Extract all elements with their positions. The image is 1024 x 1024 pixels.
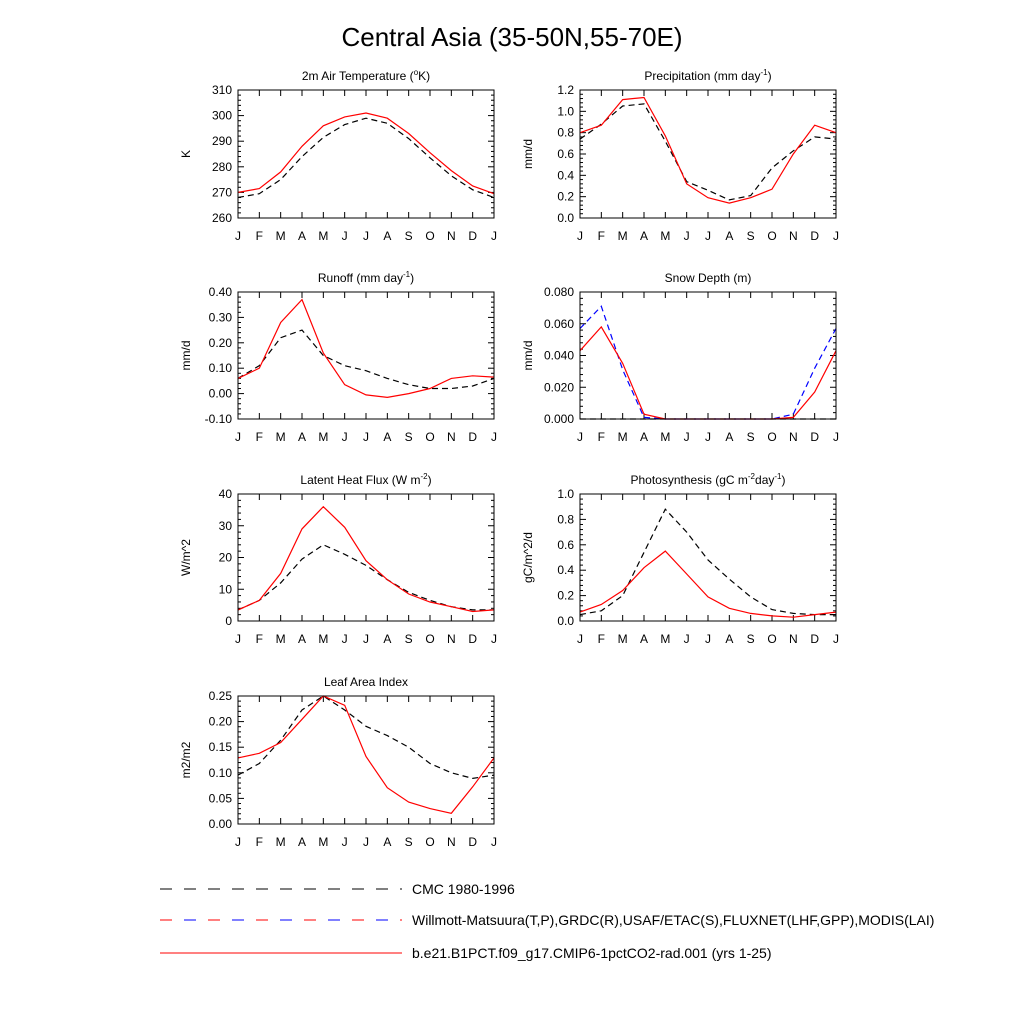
y-tick-label: 0.20 bbox=[208, 335, 232, 350]
y-tick-label: 40 bbox=[218, 487, 232, 501]
chart-title-sup: -1 bbox=[760, 68, 768, 77]
y-tick-label: 0.060 bbox=[543, 316, 574, 331]
series-line-obs-dash bbox=[580, 509, 836, 614]
x-tick-label: A bbox=[383, 632, 392, 646]
x-tick-label: J bbox=[833, 430, 839, 444]
x-tick-label: J bbox=[705, 430, 711, 444]
x-tick-label: J bbox=[341, 430, 348, 444]
x-tick-label: J bbox=[363, 229, 369, 243]
y-tick-label: 0.10 bbox=[208, 361, 232, 376]
x-tick-label: A bbox=[639, 632, 649, 646]
legend-entry-3 bbox=[160, 945, 772, 961]
chart-panel-4 bbox=[521, 271, 839, 444]
x-tick-label: N bbox=[446, 835, 456, 849]
x-tick-label: J bbox=[577, 430, 583, 444]
x-tick-label: M bbox=[318, 229, 329, 243]
chart-title bbox=[324, 675, 408, 689]
x-tick-label: A bbox=[297, 229, 307, 243]
x-tick-label: A bbox=[297, 430, 307, 444]
chart-title-text: Runoff (mm day bbox=[317, 271, 404, 285]
chart-title-after: K) bbox=[418, 69, 431, 83]
x-tick-label: F bbox=[597, 430, 606, 444]
x-tick-label: S bbox=[404, 229, 413, 243]
chart-panel-6 bbox=[521, 472, 839, 646]
x-tick-label: J bbox=[491, 632, 497, 646]
chart-title-sup: -2 bbox=[747, 472, 756, 481]
x-tick-label: N bbox=[446, 632, 456, 646]
chart-title-sup: -1 bbox=[403, 270, 411, 279]
x-tick-label: N bbox=[446, 430, 456, 444]
x-tick-label: J bbox=[235, 229, 241, 243]
y-tick-label: -0.10 bbox=[204, 412, 232, 426]
x-tick-label: N bbox=[788, 632, 798, 646]
series-line-model bbox=[238, 696, 494, 813]
y-tick-label: 1.0 bbox=[557, 487, 574, 501]
x-tick-label: J bbox=[363, 430, 369, 444]
chart-title bbox=[302, 68, 430, 83]
series-line-model bbox=[580, 551, 836, 617]
y-tick-label: 0.20 bbox=[208, 714, 232, 729]
y-axis-label: W/m^2 bbox=[179, 539, 193, 576]
x-tick-label: D bbox=[468, 229, 478, 243]
y-axis-label: mm/d bbox=[521, 139, 535, 169]
x-tick-label: J bbox=[235, 835, 241, 849]
legend-entry-1 bbox=[160, 881, 515, 897]
x-tick-label: M bbox=[275, 229, 286, 243]
x-tick-label: M bbox=[660, 632, 671, 646]
y-tick-label: 0.4 bbox=[557, 168, 574, 183]
x-tick-label: J bbox=[683, 229, 690, 243]
panels bbox=[179, 68, 839, 849]
y-tick-label: 0.020 bbox=[543, 380, 574, 395]
y-tick-label: 280 bbox=[211, 159, 232, 174]
chart-panel-5 bbox=[179, 472, 497, 646]
y-tick-label: 0.080 bbox=[543, 285, 574, 299]
x-tick-label: M bbox=[275, 835, 286, 849]
x-tick-label: F bbox=[597, 229, 606, 243]
x-tick-label: M bbox=[617, 229, 628, 243]
x-tick-label: N bbox=[446, 229, 456, 243]
x-tick-label: D bbox=[468, 632, 478, 646]
chart-title-sup: -2 bbox=[420, 472, 428, 481]
x-tick-label: S bbox=[746, 632, 755, 646]
x-tick-label: J bbox=[705, 229, 711, 243]
x-tick-label: M bbox=[660, 430, 671, 444]
y-tick-label: 30 bbox=[218, 518, 232, 533]
y-tick-label: 290 bbox=[211, 134, 232, 149]
x-tick-label: J bbox=[833, 229, 839, 243]
y-tick-label: 0.2 bbox=[557, 588, 574, 603]
series-line-obs-dash bbox=[238, 330, 494, 388]
x-tick-label: O bbox=[767, 430, 777, 444]
plot-frame bbox=[580, 494, 836, 621]
x-tick-label: J bbox=[491, 430, 497, 444]
x-tick-label: J bbox=[833, 632, 839, 646]
series-line-obs-dash bbox=[580, 104, 836, 200]
chart-title-text: Precipitation (mm day bbox=[644, 69, 761, 83]
x-tick-label: O bbox=[425, 430, 435, 444]
x-tick-label: M bbox=[275, 632, 286, 646]
y-tick-label: 0.0 bbox=[557, 614, 574, 628]
chart-title-text: 2m Air Temperature ( bbox=[301, 69, 414, 83]
y-tick-label: 260 bbox=[211, 211, 232, 225]
x-tick-label: J bbox=[341, 632, 348, 646]
x-tick-label: A bbox=[383, 430, 392, 444]
x-tick-label: F bbox=[255, 632, 264, 646]
plot-frame bbox=[238, 90, 494, 218]
y-axis-label: gC/m^2/d bbox=[521, 532, 535, 583]
x-tick-label: S bbox=[404, 430, 413, 444]
x-tick-label: D bbox=[810, 430, 820, 444]
x-tick-label: A bbox=[383, 229, 392, 243]
chart-title bbox=[318, 270, 414, 285]
series-line-obs-alt-dash bbox=[580, 306, 836, 419]
chart-panel-1 bbox=[179, 68, 497, 243]
legend-label: Willmott-Matsuura(T,P),GRDC(R),USAF/ETAC(S),FLUXNET(LHF,GPP),MODIS(LAI) bbox=[412, 912, 935, 928]
y-tick-label: 0.10 bbox=[208, 765, 232, 780]
series-line-obs-dash bbox=[238, 118, 494, 197]
x-tick-label: A bbox=[725, 430, 734, 444]
chart-title-text: Photosynthesis (gC m bbox=[630, 473, 748, 487]
x-tick-label: A bbox=[297, 835, 307, 849]
x-tick-label: S bbox=[404, 632, 413, 646]
y-axis-label: mm/d bbox=[179, 340, 193, 371]
page-title: Central Asia (35-50N,55-70E) bbox=[341, 22, 683, 52]
legend-entry-2 bbox=[160, 912, 934, 928]
chart-title bbox=[644, 68, 771, 83]
y-axis-label: mm/d bbox=[521, 340, 535, 371]
chart-title-mid: day bbox=[755, 473, 775, 487]
y-tick-label: 0.15 bbox=[208, 740, 232, 755]
x-tick-label: F bbox=[255, 835, 264, 849]
y-tick-label: 0.05 bbox=[208, 791, 232, 806]
x-tick-label: O bbox=[767, 632, 777, 646]
y-tick-label: 0.2 bbox=[557, 189, 574, 204]
x-tick-label: D bbox=[810, 632, 820, 646]
chart-title-after: ) bbox=[410, 271, 415, 285]
x-tick-label: J bbox=[235, 632, 241, 646]
x-tick-label: N bbox=[788, 430, 798, 444]
x-tick-label: D bbox=[468, 430, 478, 444]
x-tick-label: D bbox=[810, 229, 820, 243]
chart-panel-2 bbox=[521, 68, 839, 243]
x-tick-label: J bbox=[577, 229, 583, 243]
y-tick-label: 20 bbox=[218, 550, 232, 565]
x-tick-label: M bbox=[318, 632, 329, 646]
x-tick-label: J bbox=[363, 835, 369, 849]
y-tick-label: 300 bbox=[211, 108, 232, 123]
plot-frame bbox=[238, 696, 494, 824]
y-tick-label: 0 bbox=[225, 614, 232, 628]
series-line-model bbox=[580, 98, 836, 204]
y-axis-label: m2/m2 bbox=[179, 741, 193, 779]
x-tick-label: J bbox=[363, 632, 369, 646]
plot-frame bbox=[238, 494, 494, 621]
y-tick-label: 0.40 bbox=[208, 285, 232, 299]
y-axis-label: K bbox=[179, 149, 193, 159]
x-tick-label: J bbox=[705, 632, 711, 646]
legend-label: CMC 1980-1996 bbox=[412, 881, 515, 897]
x-tick-label: D bbox=[468, 835, 478, 849]
plot-frame bbox=[580, 90, 836, 218]
plot-frame bbox=[238, 292, 494, 419]
x-tick-label: A bbox=[297, 632, 307, 646]
x-tick-label: O bbox=[425, 229, 435, 243]
y-tick-label: 0.040 bbox=[543, 348, 574, 363]
x-tick-label: F bbox=[255, 229, 264, 243]
y-tick-label: 0.30 bbox=[208, 310, 232, 325]
y-tick-label: 0.8 bbox=[557, 512, 574, 527]
series-line-model bbox=[238, 113, 494, 194]
series-line-obs-dash bbox=[238, 696, 494, 778]
y-tick-label: 0.4 bbox=[557, 563, 574, 578]
y-tick-label: 0.0 bbox=[557, 211, 574, 225]
x-tick-label: F bbox=[255, 430, 264, 444]
x-tick-label: N bbox=[788, 229, 798, 243]
y-tick-label: 0.6 bbox=[557, 537, 574, 552]
x-tick-label: S bbox=[404, 835, 413, 849]
chart-title-after: ) bbox=[781, 473, 786, 487]
chart-title bbox=[631, 472, 786, 487]
y-tick-label: 0.00 bbox=[208, 386, 232, 401]
x-tick-label: J bbox=[491, 835, 497, 849]
series-line-obs-dash bbox=[238, 545, 494, 610]
y-tick-label: 0.00 bbox=[208, 817, 232, 831]
x-tick-label: M bbox=[275, 430, 286, 444]
chart-title-text: Leaf Area Index bbox=[323, 675, 409, 689]
y-tick-label: 310 bbox=[211, 83, 232, 97]
x-tick-label: J bbox=[683, 632, 690, 646]
x-tick-label: J bbox=[491, 229, 497, 243]
x-tick-label: J bbox=[341, 229, 348, 243]
y-tick-label: 1.2 bbox=[557, 83, 574, 97]
legend bbox=[160, 881, 934, 961]
y-tick-label: 10 bbox=[218, 582, 232, 597]
chart-title bbox=[665, 271, 752, 285]
series-line-model bbox=[580, 327, 836, 419]
y-tick-label: 0.6 bbox=[557, 147, 574, 161]
chart-panel-7 bbox=[179, 675, 497, 849]
y-tick-label: 0.000 bbox=[543, 412, 574, 426]
x-tick-label: A bbox=[725, 229, 734, 243]
x-tick-label: J bbox=[235, 430, 241, 444]
chart-title-after: ) bbox=[427, 473, 432, 487]
y-tick-label: 1.0 bbox=[557, 104, 574, 119]
chart-title bbox=[300, 472, 431, 487]
y-tick-label: 0.25 bbox=[208, 689, 232, 703]
y-tick-label: 270 bbox=[211, 185, 232, 200]
series-line-model bbox=[238, 300, 494, 398]
chart-title-after: ) bbox=[767, 69, 772, 83]
x-tick-label: M bbox=[318, 430, 329, 444]
x-tick-label: O bbox=[767, 229, 777, 243]
x-tick-label: M bbox=[617, 632, 628, 646]
x-tick-label: S bbox=[746, 430, 755, 444]
chart-title-text: Latent Heat Flux (W m bbox=[300, 473, 421, 487]
x-tick-label: A bbox=[725, 632, 734, 646]
chart-title-text: Snow Depth (m) bbox=[664, 271, 752, 285]
x-tick-label: A bbox=[639, 430, 649, 444]
y-tick-label: 0.8 bbox=[557, 125, 574, 140]
x-tick-label: A bbox=[383, 835, 392, 849]
x-tick-label: M bbox=[617, 430, 628, 444]
x-tick-label: M bbox=[318, 835, 329, 849]
x-tick-label: A bbox=[639, 229, 649, 243]
x-tick-label: J bbox=[683, 430, 690, 444]
chart-title-sup: o bbox=[413, 68, 419, 77]
legend-label: b.e21.B1PCT.f09_g17.CMIP6-1pctCO2-rad.001 (yrs 1-25) bbox=[412, 945, 772, 961]
x-tick-label: S bbox=[746, 229, 755, 243]
x-tick-label: J bbox=[341, 835, 348, 849]
x-tick-label: F bbox=[597, 632, 606, 646]
chart-panel-3 bbox=[179, 270, 497, 444]
x-tick-label: O bbox=[425, 835, 435, 849]
chart-title-sup2: -1 bbox=[774, 472, 782, 481]
x-tick-label: O bbox=[425, 632, 435, 646]
series-line-model bbox=[238, 507, 494, 612]
x-tick-label: J bbox=[577, 632, 583, 646]
x-tick-label: M bbox=[660, 229, 671, 243]
